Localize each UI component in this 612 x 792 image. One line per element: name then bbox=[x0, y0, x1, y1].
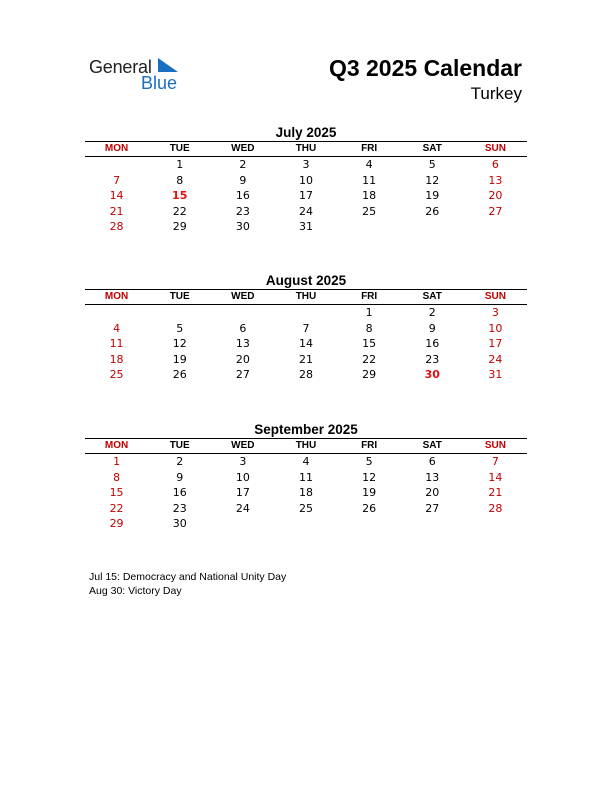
day-cell: 15 bbox=[362, 337, 377, 351]
day-cell: 20 bbox=[488, 189, 503, 203]
weekday-tue: TUE bbox=[169, 291, 190, 302]
day-cell: 22 bbox=[109, 501, 124, 515]
weekday-mon: MON bbox=[104, 143, 129, 154]
logo-text-blue: Blue bbox=[141, 73, 178, 93]
week-row bbox=[85, 352, 527, 368]
day-cell: 25 bbox=[298, 501, 313, 515]
day-cell: 28 bbox=[298, 368, 313, 382]
week-row bbox=[85, 321, 527, 337]
day-cell: 22 bbox=[362, 352, 377, 366]
empty-cell bbox=[464, 219, 527, 235]
day-cell: 27 bbox=[488, 204, 503, 218]
day-cell: 5 bbox=[176, 321, 184, 335]
day-cell: 2 bbox=[239, 158, 247, 171]
weekday-sat: SAT bbox=[422, 291, 442, 302]
day-cell: 9 bbox=[239, 173, 247, 187]
empty-cell bbox=[85, 305, 148, 321]
weekday-sun: SUN bbox=[484, 143, 506, 154]
day-cell: 19 bbox=[172, 352, 187, 366]
day-cell: 7 bbox=[491, 455, 499, 468]
day-cell: 24 bbox=[298, 204, 313, 218]
empty-cell bbox=[401, 219, 464, 235]
day-cell: 18 bbox=[109, 352, 124, 366]
day-cell: 31 bbox=[298, 220, 313, 234]
week-row bbox=[85, 173, 527, 189]
day-cell: 12 bbox=[362, 470, 377, 484]
holiday-note: Aug 30: Victory Day bbox=[89, 585, 182, 597]
day-cell: 23 bbox=[235, 204, 250, 218]
day-cell: 13 bbox=[488, 173, 503, 187]
weekday-sat: SAT bbox=[422, 440, 442, 451]
day-cell: 2 bbox=[176, 455, 184, 468]
day-cell: 14 bbox=[109, 189, 124, 203]
empty-cell bbox=[274, 516, 337, 532]
day-cell: 24 bbox=[488, 352, 503, 366]
weekday-header bbox=[85, 289, 527, 305]
day-cell: 26 bbox=[425, 204, 440, 218]
day-cell: 16 bbox=[172, 486, 187, 500]
week-row bbox=[85, 204, 527, 220]
day-cell: 2 bbox=[428, 306, 436, 319]
empty-cell bbox=[85, 157, 148, 173]
empty-cell bbox=[211, 516, 274, 532]
day-cell: 23 bbox=[425, 352, 440, 366]
day-cell: 1 bbox=[365, 306, 373, 319]
week-row bbox=[85, 454, 527, 470]
day-cell: 21 bbox=[109, 204, 124, 218]
day-cell: 29 bbox=[109, 517, 124, 531]
month-august bbox=[85, 273, 527, 383]
day-cell: 4 bbox=[302, 455, 310, 468]
weekday-header bbox=[85, 438, 527, 454]
weekday-tue: TUE bbox=[169, 143, 190, 154]
day-cell: 30 bbox=[235, 220, 250, 234]
day-cell: 12 bbox=[425, 173, 440, 187]
day-cell: 23 bbox=[172, 501, 187, 515]
page-title: Q3 2025 Calendar bbox=[328, 55, 522, 81]
day-cell: 3 bbox=[239, 455, 247, 468]
day-cell: 8 bbox=[113, 470, 121, 484]
weekday-fri: FRI bbox=[361, 143, 378, 154]
day-cell: 7 bbox=[113, 173, 121, 187]
month-september bbox=[85, 422, 527, 532]
empty-cell bbox=[148, 305, 211, 321]
weekday-mon: MON bbox=[104, 440, 129, 451]
day-cell: 1 bbox=[176, 158, 184, 171]
weekday-thu: THU bbox=[295, 291, 317, 302]
day-cell: 7 bbox=[302, 321, 310, 335]
day-cell: 21 bbox=[298, 352, 313, 366]
day-cell: 16 bbox=[235, 189, 250, 203]
week-row bbox=[85, 367, 527, 383]
generalblue-logo bbox=[89, 57, 189, 93]
day-cell: 6 bbox=[428, 455, 436, 468]
day-cell: 12 bbox=[172, 337, 187, 351]
weekday-sun: SUN bbox=[484, 440, 506, 451]
weekday-fri: FRI bbox=[361, 291, 378, 302]
day-cell: 17 bbox=[298, 189, 313, 203]
month-july bbox=[85, 125, 527, 235]
weekday-thu: THU bbox=[295, 440, 317, 451]
day-cell: 28 bbox=[109, 220, 124, 234]
day-cell: 29 bbox=[172, 220, 187, 234]
weekday-mon: MON bbox=[104, 291, 129, 302]
country-name: Turkey bbox=[470, 84, 522, 103]
day-cell: 19 bbox=[362, 486, 377, 500]
day-cell: 15 bbox=[109, 486, 124, 500]
week-row bbox=[85, 336, 527, 352]
logo-text-general: General bbox=[89, 57, 152, 77]
day-cell: 26 bbox=[172, 368, 187, 382]
day-cell: 27 bbox=[235, 368, 250, 382]
day-cell: 24 bbox=[235, 501, 250, 515]
day-cell: 10 bbox=[235, 470, 250, 484]
day-cell: 9 bbox=[428, 321, 436, 335]
day-cell: 31 bbox=[488, 368, 503, 382]
day-cell: 18 bbox=[362, 189, 377, 203]
day-cell: 20 bbox=[235, 352, 250, 366]
day-cell: 4 bbox=[113, 321, 121, 335]
weekday-wed: WED bbox=[231, 440, 255, 451]
day-cell: 3 bbox=[302, 158, 310, 171]
empty-cell bbox=[338, 516, 401, 532]
day-cell: 5 bbox=[365, 455, 373, 468]
day-cell: 28 bbox=[488, 501, 503, 515]
day-cell: 3 bbox=[491, 306, 499, 319]
day-cell: 1 bbox=[113, 455, 121, 468]
day-cell: 17 bbox=[235, 486, 250, 500]
empty-cell bbox=[464, 516, 527, 532]
day-cell: 4 bbox=[365, 158, 373, 171]
day-cell: 16 bbox=[425, 337, 440, 351]
day-cell: 11 bbox=[298, 470, 313, 484]
weekday-wed: WED bbox=[231, 143, 255, 154]
day-cell: 11 bbox=[109, 337, 124, 351]
empty-cell bbox=[401, 516, 464, 532]
day-cell: 14 bbox=[488, 470, 503, 484]
week-row bbox=[85, 470, 527, 486]
week-row bbox=[85, 501, 527, 517]
day-cell: 17 bbox=[488, 337, 503, 351]
holiday-notes bbox=[89, 570, 286, 598]
day-cell: 27 bbox=[425, 501, 440, 515]
day-cell: 29 bbox=[362, 368, 377, 382]
day-cell: 11 bbox=[362, 173, 377, 187]
day-cell: 25 bbox=[362, 204, 377, 218]
week-row bbox=[85, 485, 527, 501]
month-title: September 2025 bbox=[254, 422, 358, 437]
week-row bbox=[85, 188, 527, 204]
weekday-tue: TUE bbox=[169, 440, 190, 451]
day-cell: 30 bbox=[172, 517, 187, 531]
day-cell: 13 bbox=[235, 337, 250, 351]
week-row bbox=[85, 516, 527, 532]
day-cell: 10 bbox=[488, 321, 503, 335]
weekday-thu: THU bbox=[295, 143, 317, 154]
day-cell: 18 bbox=[298, 486, 313, 500]
empty-cell bbox=[338, 219, 401, 235]
day-cell: 10 bbox=[298, 173, 313, 187]
week-row bbox=[85, 305, 527, 321]
day-cell: 22 bbox=[172, 204, 187, 218]
empty-cell bbox=[211, 305, 274, 321]
day-cell: 13 bbox=[425, 470, 440, 484]
weekday-sat: SAT bbox=[422, 143, 442, 154]
week-row bbox=[85, 219, 527, 235]
day-cell: 8 bbox=[365, 321, 373, 335]
empty-cell bbox=[274, 305, 337, 321]
day-cell: 30 bbox=[424, 368, 440, 382]
day-cell: 6 bbox=[491, 158, 499, 171]
day-cell: 5 bbox=[428, 158, 436, 171]
day-cell: 15 bbox=[172, 189, 188, 203]
week-row bbox=[85, 157, 527, 173]
weekday-fri: FRI bbox=[361, 440, 378, 451]
day-cell: 26 bbox=[362, 501, 377, 515]
month-title: July 2025 bbox=[275, 125, 337, 140]
day-cell: 25 bbox=[109, 368, 124, 382]
day-cell: 8 bbox=[176, 173, 184, 187]
day-cell: 6 bbox=[239, 321, 247, 335]
logo-flag-icon bbox=[158, 58, 178, 72]
day-cell: 21 bbox=[488, 486, 503, 500]
holiday-note: Jul 15: Democracy and National Unity Day bbox=[89, 571, 287, 583]
day-cell: 20 bbox=[425, 486, 440, 500]
month-title: August 2025 bbox=[265, 273, 347, 288]
weekday-sun: SUN bbox=[484, 291, 506, 302]
day-cell: 19 bbox=[425, 189, 440, 203]
day-cell: 9 bbox=[176, 470, 184, 484]
weekday-wed: WED bbox=[231, 291, 255, 302]
weekday-header bbox=[85, 141, 527, 157]
day-cell: 14 bbox=[298, 337, 313, 351]
